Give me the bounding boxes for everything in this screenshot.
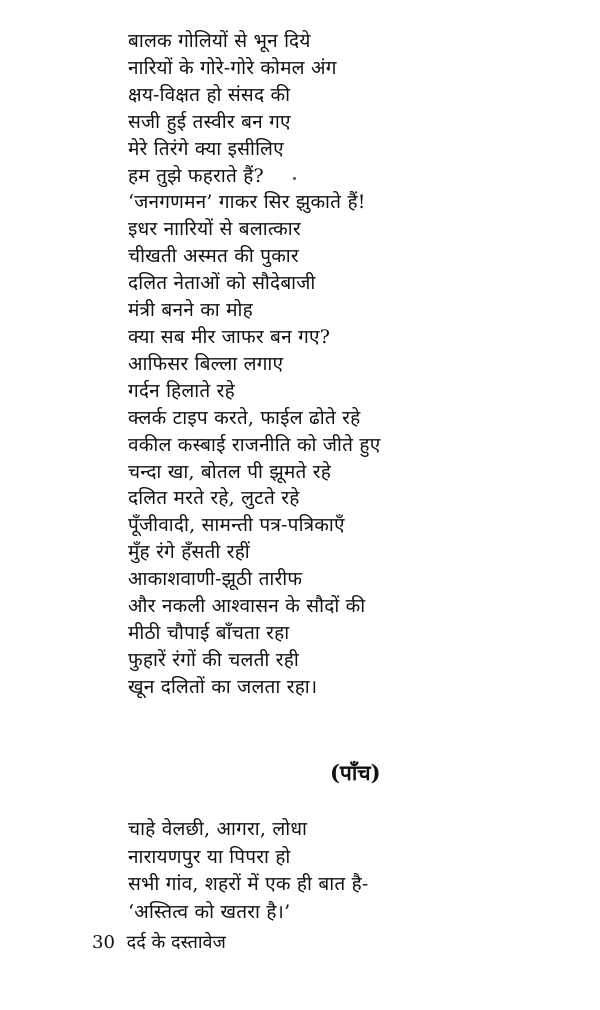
poem-line: नारियों के गोरे-गोरे कोमल अंग: [128, 56, 337, 79]
poem-line: क्षय-विक्षत हो संसद की: [128, 83, 291, 106]
poem-line: आफिसर बिल्ला लगाए: [128, 352, 284, 375]
poem-line: दलित नेताओं को सौदेबाजी: [128, 272, 316, 295]
poem-line: वकील कस्बाई राजनीति को जीते हुए: [128, 433, 381, 456]
poem-line: पूँजीवादी, सामन्ती पत्र-पत्रिकाएँ: [128, 514, 345, 537]
poem-line: मुँह रंगे हँसती रहीं: [128, 541, 250, 564]
poem-line: सभी गांव, शहरों में एक ही बात है-: [128, 873, 369, 895]
page-number: 30: [92, 932, 115, 953]
poem-line: आकाशवाणी-झूठी तारीफ: [128, 568, 303, 591]
poem-line: चन्दा खा, बोतल पी झूमते रहे: [128, 460, 332, 483]
poem-line: सजी हुई तस्वीर बन गए: [128, 110, 291, 133]
poem-line: और नकली आश्वासन के सौदों की: [128, 595, 366, 618]
poem-line: बालक गोलियों से भून दिये: [128, 30, 311, 52]
poem-line: हम तुझे फहराते हैं?: [128, 164, 264, 187]
poem-line: मेरे तिरंगे क्या इसीलिए: [128, 137, 284, 160]
poem-stanza-two: [128, 816, 568, 926]
poem-line: क्लर्क टाइप करते, फाईल ढोते रहे: [128, 406, 361, 429]
poem-stanza-one: [128, 28, 568, 701]
poem-line: इधर नाारियों से बलात्कार: [128, 218, 301, 241]
poem-line: गर्दन हिलाते रहे: [128, 379, 235, 402]
poem-line: मीठी चौपाई बाँचता रहा: [128, 621, 290, 644]
poem-line: नारायणपुर या पिपरा हो: [128, 845, 291, 868]
poem-line: चाहे वेलछी, आगरा, लोधा: [128, 818, 308, 840]
poem-line: दलित मरते रहे, लुटते रहे: [128, 487, 300, 510]
running-title: दर्द के दस्तावेज: [126, 932, 226, 953]
poem-line: फुहारें रंगों की चलती रही: [128, 648, 299, 671]
poem-line: क्या सब मीर जाफर बन गए?: [128, 325, 331, 348]
section-heading: (पाँच): [330, 760, 381, 785]
print-speck: [293, 177, 296, 180]
poem-line: मंत्री बनने का मोह: [128, 299, 253, 322]
poem-line: खून दलितों का जलता रहा।: [128, 675, 318, 698]
poem-line: ‘अस्तित्व को खतरा है।’: [128, 900, 291, 923]
poem-line: ‘जनगणमन’ गाकर सिर झुकाते हैं!: [128, 191, 366, 214]
poem-line: चीखती अस्मत की पुकार: [128, 245, 299, 268]
page-footer: [92, 930, 226, 954]
